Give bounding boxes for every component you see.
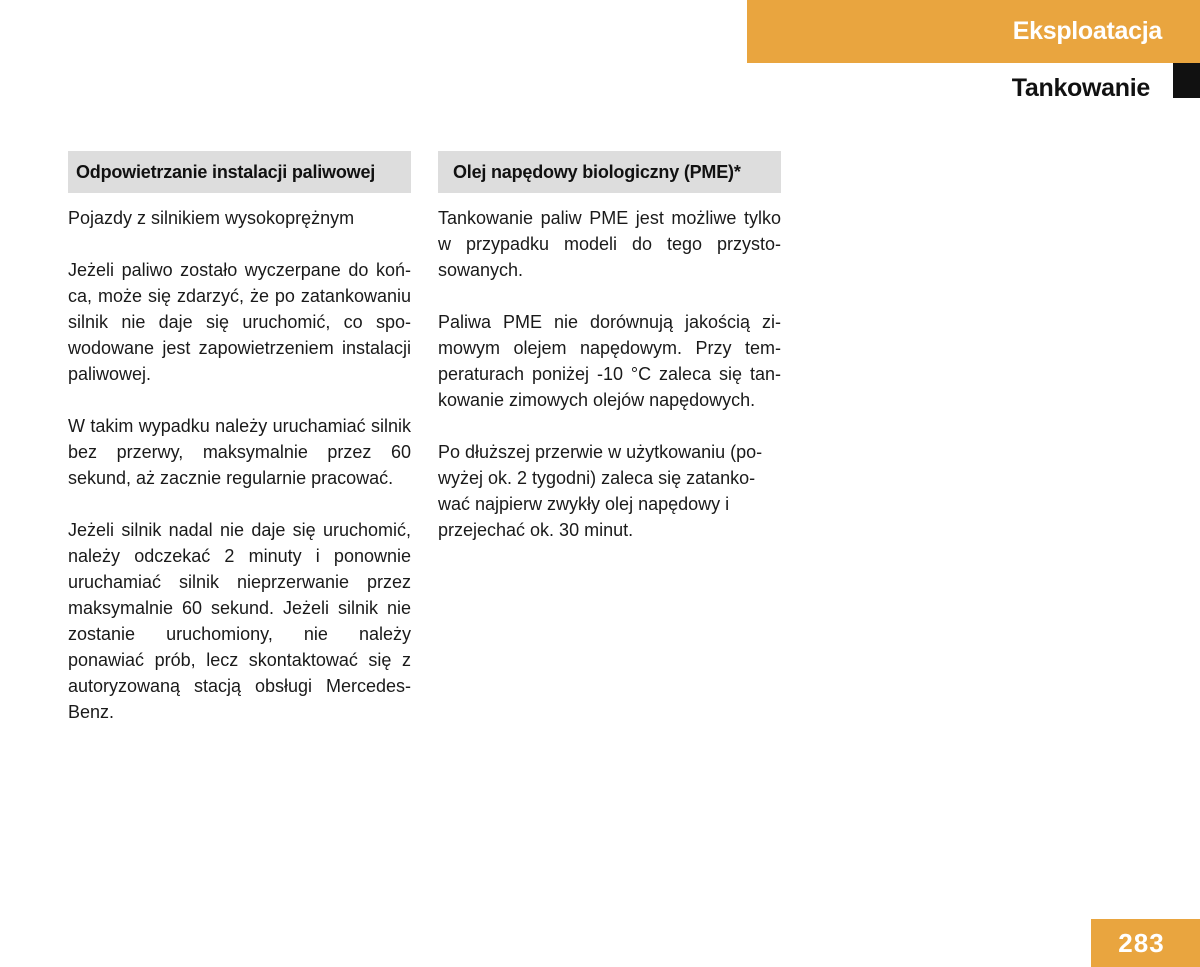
paragraph: Pojazdy z silnikiem wysokoprężnym — [68, 208, 355, 228]
paragraph: Paliwa PME nie dorównują jakością zimowym olejem napędowym. Przy temperaturach poniżej -10 °C zaleca się tankowanie zimowych olejów napędowych. — [438, 312, 781, 410]
paragraph: Tankowanie paliw PME jest możliwe tylko w przypadku modeli do tego przystosowanych. — [438, 208, 781, 280]
chapter-tab — [747, 0, 1200, 63]
chapter-title: Eksploatacja — [1012, 17, 1162, 45]
page-number: 283 — [1091, 919, 1200, 967]
paragraph: Po dłuższej przerwie w użytkowaniu (powyżej ok. 2 tygodni) zaleca się zatankować najpierw zwykły olej napędowy i przejechać ok. 30 minut. — [438, 442, 763, 540]
paragraph: Jeżeli paliwo zostało wyczerpane do końca, może się zdarzyć, że po zatankowaniu silnik nie daje się uruchomić, co spowodowane jest zapowietrzeniem instalacji paliwowej. — [68, 260, 411, 384]
left-column-heading: Odpowietrzanie instalacji paliwowej — [68, 151, 411, 193]
right-column-heading: Olej napędowy biologiczny (PME)* — [438, 151, 781, 193]
section-title: Tankowanie — [1011, 74, 1150, 102]
right-column-body — [438, 205, 781, 543]
right-column — [438, 151, 781, 569]
paragraph: Jeżeli silnik nadal nie daje się uruchomić, należy odczekać 2 minuty i ponownie uruchamiać silnik nieprzerwanie przez maksymalnie 60 sekund. Jeżeli silnik nie zostanie uruchomiony, nie należy ponawiać prób, lecz skontaktować się z autoryzowaną stacją obsługi Mercedes-Benz. — [68, 520, 411, 722]
paragraph: W takim wypadku należy uruchamiać silnik bez przerwy, maksymalnie przez 60 sekund, aż zacznie regularnie pracować. — [68, 416, 411, 488]
left-column — [68, 151, 411, 751]
left-column-body — [68, 205, 411, 725]
section-marker — [1173, 63, 1200, 98]
